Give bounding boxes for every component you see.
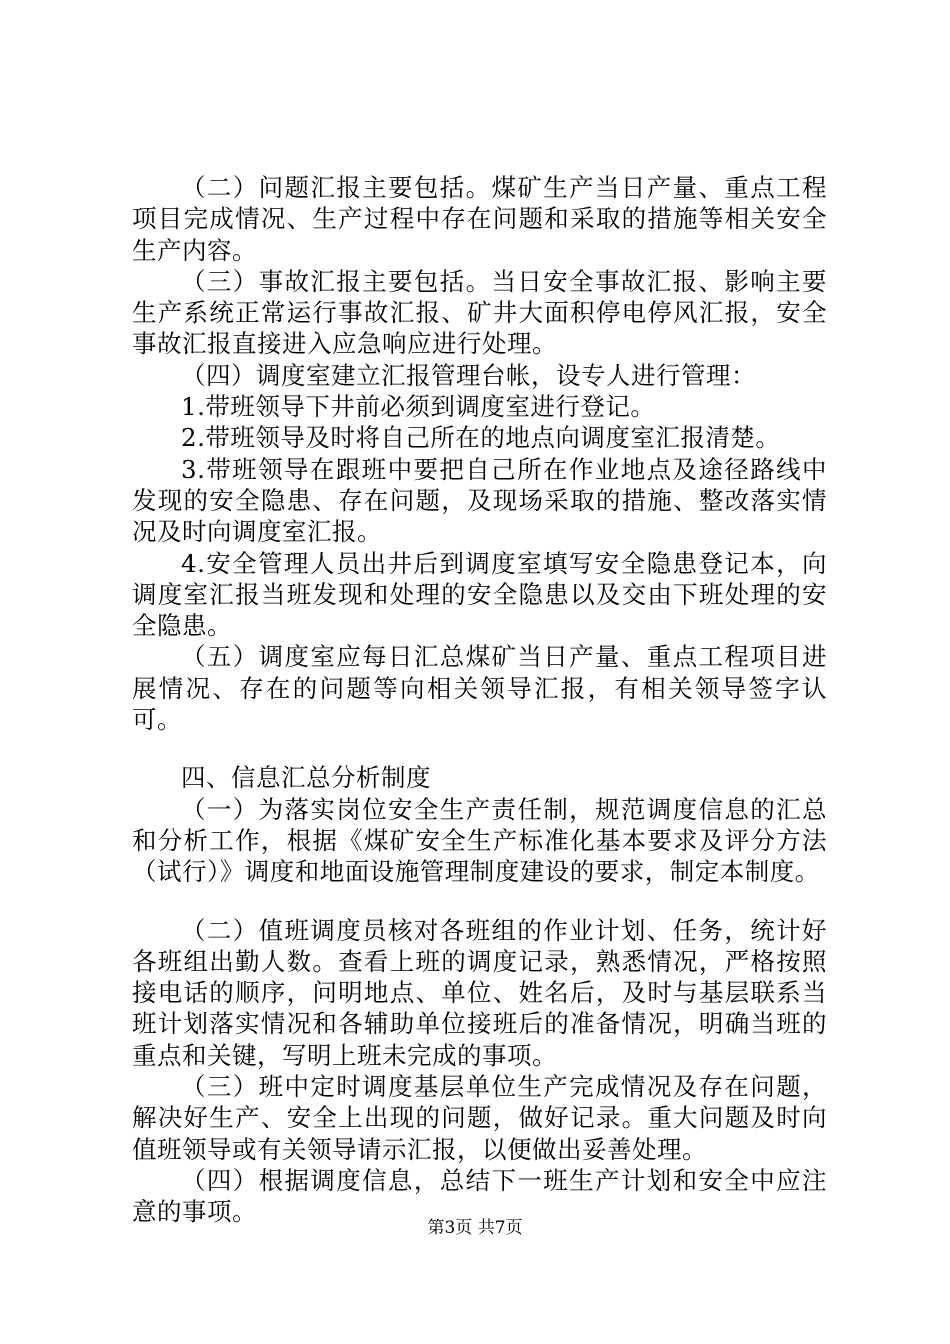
- paragraph-purpose: （一）为落实岗位安全生产责任制，规范调度信息的汇总和分析工作，根据《煤矿安全生产标准化基本要求及评分方法（试行）》调度和地面设施管理制度建设的要求，制定本制度。: [132, 794, 827, 887]
- paragraph-problem-report: （二）问题汇报主要包括。煤矿生产当日产量、重点工程项目完成情况、生产过程中存在问题和采取的措施等相关安全生产内容。: [132, 173, 827, 265]
- paragraph-accident-report: （三）事故汇报主要包括。当日安全事故汇报、影响主要生产系统正常运行事故汇报、矿井大面积停电停风汇报，安全事故汇报直接进入应急响应进行处理。: [132, 266, 827, 359]
- list-item-3: 3.带班领导在跟班中要把自己所在作业地点及途径路线中发现的安全隐患、存在问题，及现场采取的措施、整改落实情况及时向调度室汇报。: [132, 454, 827, 547]
- paragraph-report-ledger: （四）调度室建立汇报管理台帐，设专人进行管理：: [181, 360, 756, 390]
- paragraph-shift-dispatch: （三）班中定时调度基层单位生产完成情况及存在问题，解决好生产、安全上出现的问题，做好记录。重大问题及时向值班领导或有关领导请示汇报，以便做出妥善处理。: [132, 1072, 827, 1164]
- section-gap: [132, 888, 827, 915]
- paragraph-duty-dispatcher: （二）值班调度员核对各班组的作业计划、任务，统计好各班组出勤人数。查看上班的调度记录，熟悉情况，严格按照接电话的顺序，问明地点、单位、姓名后，及时与基层联系当班计划落实情况和各辅助单位接班后的准备情况，明确当班的重点和关键，写明上班未完成的事项。: [132, 915, 827, 1070]
- paragraph-next-shift: （四）根据调度信息，总结下一班生产计划和安全中应注意的事项。: [132, 1165, 827, 1227]
- paragraph-daily-summary: （五）调度室应每日汇总煤矿当日产量、重点工程项目进展情况、存在的问题等向相关领导汇报，有相关领导签字认可。: [132, 642, 827, 735]
- list-item-2: 2.带班领导及时将自己所在的地点向调度室汇报清楚。: [181, 423, 781, 453]
- section-heading: 四、信息汇总分析制度: [181, 763, 431, 793]
- section-gap: [132, 735, 827, 762]
- list-item-1: 1.带班领导下井前必须到调度室进行登记。: [181, 392, 656, 422]
- page-number: 第3页 共7页: [427, 1218, 523, 1238]
- document-body: [132, 172, 827, 1228]
- list-item-4: 4.安全管理人员出井后到调度室填写安全隐患登记本，向调度室汇报当班发现和处理的安全隐患以及交由下班处理的安全隐患。: [132, 548, 827, 641]
